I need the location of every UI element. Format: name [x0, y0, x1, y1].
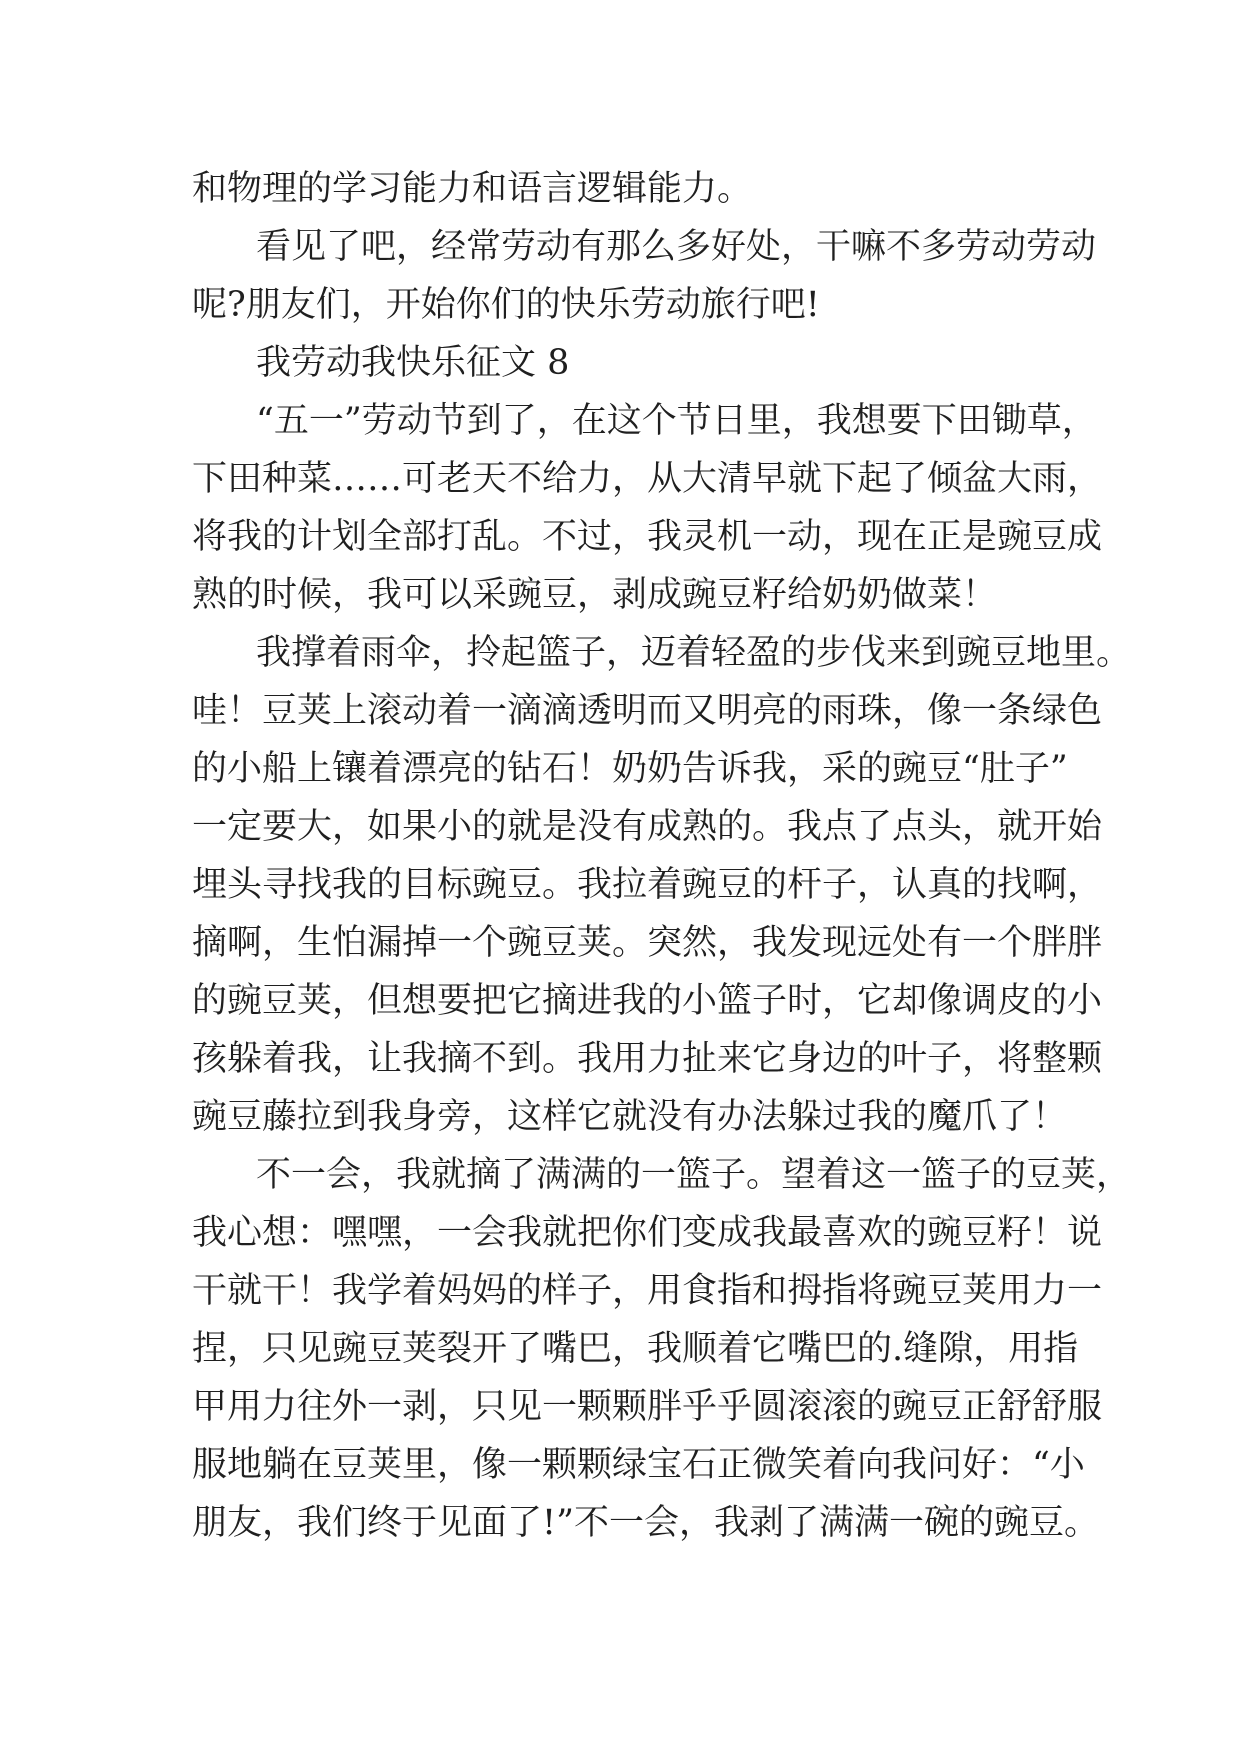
text-line: 的豌豆荚，但想要把它摘进我的小篮子时，它却像调皮的小 [192, 981, 1103, 1021]
text-line: 呢?朋友们，开始你们的快乐劳动旅行吧! [192, 285, 820, 325]
text-line: 的小船上镶着漂亮的钻石！奶奶告诉我，采的豌豆“肚子” [192, 749, 1068, 789]
paragraph-first-line: 不一会，我就摘了满满的一篮子。望着这一篮子的豆荚， [256, 1155, 1132, 1195]
text-line: 一定要大，如果小的就是没有成熟的。我点了点头，就开始 [192, 807, 1103, 847]
text-line: 下田种菜……可老天不给力，从大清早就下起了倾盆大雨， [192, 459, 1103, 499]
text-line: 干就干！我学着妈妈的样子，用食指和拇指将豌豆荚用力一 [192, 1271, 1103, 1311]
paragraph-first-line: 看见了吧，经常劳动有那么多好处，干嘛不多劳动劳动 [256, 227, 1097, 267]
text-line: 甲用力往外一剥，只见一颗颗胖乎乎圆滚滚的豌豆正舒舒服 [192, 1387, 1103, 1427]
text-line: 将我的计划全部打乱。不过，我灵机一动，现在正是豌豆成 [192, 517, 1103, 557]
text-line: 我心想：嘿嘿，一会我就把你们变成我最喜欢的豌豆籽！说 [192, 1213, 1103, 1253]
text-line: 孩躲着我，让我摘不到。我用力扯来它身边的叶子，将整颗 [192, 1039, 1103, 1079]
text-line: 埋头寻找我的目标豌豆。我拉着豌豆的杆子，认真的找啊， [192, 865, 1103, 905]
text-line: 熟的时候，我可以采豌豆，剥成豌豆籽给奶奶做菜！ [192, 575, 998, 615]
text-line: 豌豆藤拉到我身旁，这样它就没有办法躲过我的魔爪了！ [192, 1097, 1068, 1137]
section-heading: 我劳动我快乐征文 8 [256, 343, 570, 383]
text-line: 服地躺在豆荚里，像一颗颗绿宝石正微笑着向我问好：“小 [192, 1445, 1085, 1485]
paragraph-first-line: “五一”劳动节到了，在这个节日里，我想要下田锄草， [256, 401, 1097, 441]
text-line: 哇！豆荚上滚动着一滴滴透明而又明亮的雨珠，像一条绿色 [192, 691, 1103, 731]
text-line: 捏，只见豌豆荚裂开了嘴巴，我顺着它嘴巴的.缝隙，用指 [192, 1329, 1079, 1369]
paragraph-first-line: 我撑着雨伞，拎起篮子，迈着轻盈的步伐来到豌豆地里。 [256, 633, 1132, 673]
text-line: 和物理的学习能力和语言逻辑能力。 [192, 169, 753, 209]
text-line: 摘啊，生怕漏掉一个豌豆荚。突然，我发现远处有一个胖胖 [192, 923, 1103, 963]
text-line: 朋友，我们终于见面了!”不一会，我剥了满满一碗的豌豆。 [192, 1503, 1099, 1543]
